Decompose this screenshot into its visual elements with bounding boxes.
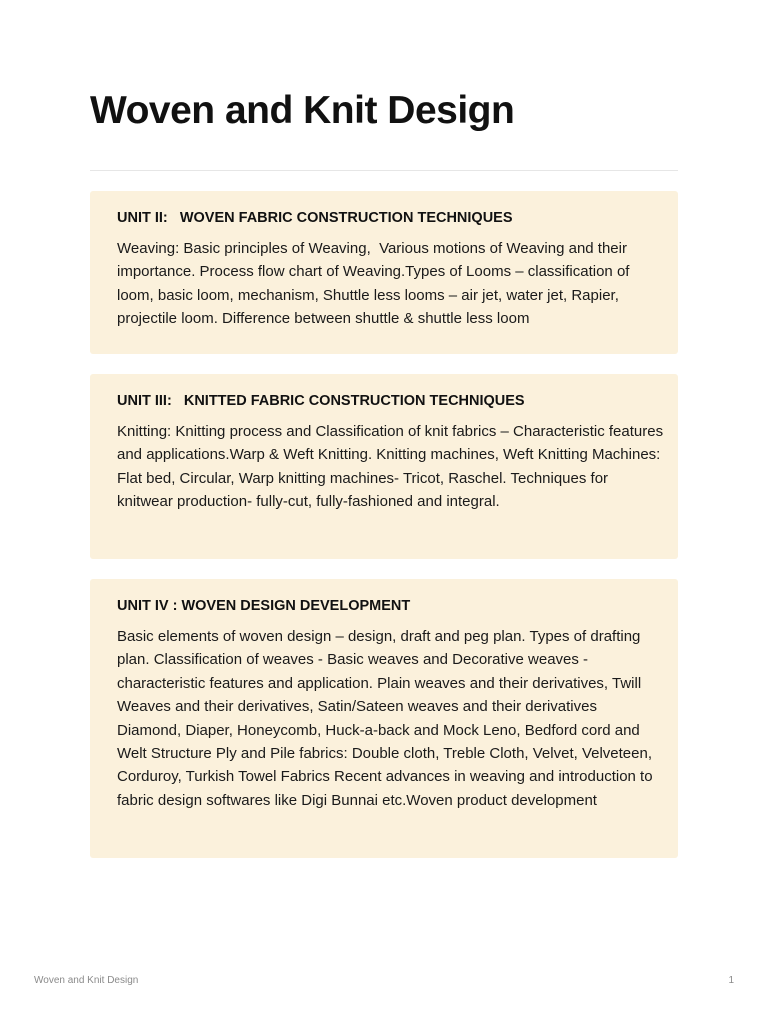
unit-ii-heading: UNIT II: WOVEN FABRIC CONSTRUCTION TECHNIQUES <box>117 210 513 226</box>
unit-iv-heading: UNIT IV : WOVEN DESIGN DEVELOPMENT <box>117 598 411 614</box>
unit-ii-callout <box>90 191 678 354</box>
unit-iii-heading: UNIT III: KNITTED FABRIC CONSTRUCTION TECHNIQUES <box>117 393 525 409</box>
footer-page-number: 1 <box>728 975 734 986</box>
unit-iv-callout <box>90 579 678 858</box>
page-title: Woven and Knit Design <box>90 89 515 132</box>
unit-iv-description: Basic elements of woven design – design, draft and peg plan. Types of drafting plan. Classification of weaves - Basic weaves and Decorative weaves - characteristic features and application. Plain weaves and their derivatives, Twill Weaves and their derivatives, Satin/Sateen weaves and their derivatives Diamond, Diaper, Honeycomb, Huck-a-back and Mock Leno, Bedford cord and Welt Structure Ply and Pile fabrics: Double cloth, Treble Cloth, Velvet, Velveteen, Corduroy, Turkish Towel Fabrics Recent advances in weaving and introduction to fabric design softwares like Digi Bunnai etc.Woven product development <box>117 628 657 809</box>
title-divider <box>90 170 678 171</box>
unit-ii-description: Weaving: Basic principles of Weaving, Various motions of Weaving and their importance. Process flow chart of Weaving.Types of Looms – classification of loom, basic loom, mechanism, Shuttle less looms – air jet, water jet, Rapier, projectile loom. Difference between shuttle & shuttle less loom <box>117 240 634 328</box>
footer-document-name: Woven and Knit Design <box>34 975 139 986</box>
unit-iii-description: Knitting: Knitting process and Classification of knit fabrics – Characteristic features and applications.Warp & Weft Knitting. Knitting machines, Weft Knitting Machines: Flat bed, Circular, Warp knitting machines- Tricot, Raschel. Techniques for knitwear production- fully-cut, fully-fashioned and integral. <box>117 423 668 511</box>
unit-iii-callout <box>90 374 678 559</box>
